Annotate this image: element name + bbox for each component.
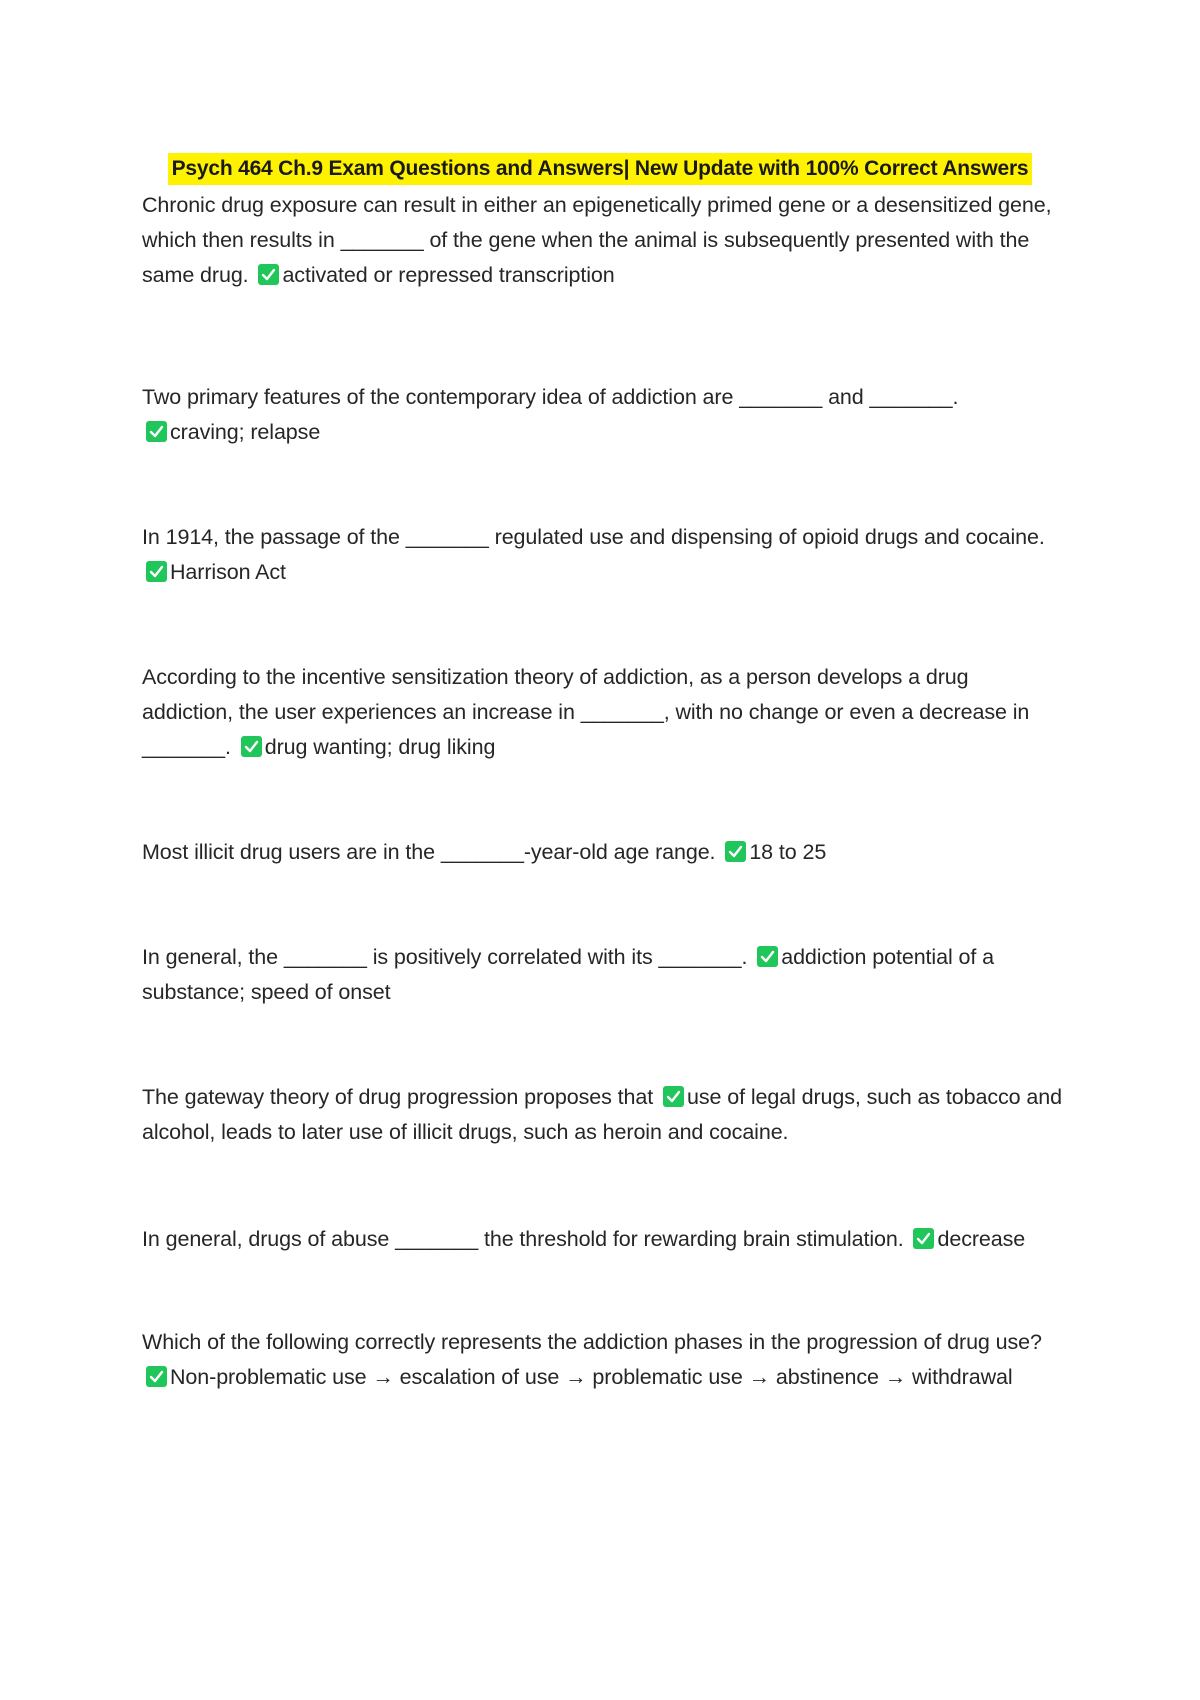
qa-item [142, 940, 1062, 1010]
answer-text: decrease [937, 1227, 1026, 1251]
question-text: In general, the _______ is positively correlated with its _______. [142, 945, 748, 969]
question-text: In 1914, the passage of the _______ regulated use and dispensing of opioid drugs and cocaine. [142, 525, 1045, 549]
question-text: The gateway theory of drug progression proposes that [142, 1085, 654, 1109]
answer-text: use of legal drugs, such as tobacco and alcohol, leads to later use of illicit drugs, such as heroin and cocaine. [142, 1085, 1062, 1144]
answer-text: drug wanting; drug liking [264, 735, 496, 759]
question-text: Most illicit drug users are in the _______-year-old age range. [142, 840, 716, 864]
check-box-icon [146, 421, 167, 442]
answer-text: Harrison Act [170, 560, 286, 584]
check-box-icon [725, 841, 746, 862]
document-title: Psych 464 Ch.9 Exam Questions and Answers| New Update with 100% Correct Answers [168, 153, 1033, 185]
check-box-icon [258, 264, 279, 285]
answer-text: 18 to 25 [749, 840, 827, 864]
title-wrap [0, 153, 1200, 185]
qa-item [142, 660, 1062, 765]
question-text: Which of the following correctly represents the addiction phases in the progression of drug use? [142, 1330, 1042, 1354]
answer-text: activated or repressed transcription [282, 263, 615, 287]
check-box-icon [913, 1228, 934, 1249]
check-box-icon [241, 736, 262, 757]
check-box-icon [757, 946, 778, 967]
check-box-icon [146, 1366, 167, 1387]
answer-text: craving; relapse [170, 420, 321, 444]
qa-item [142, 1222, 1062, 1257]
question-text: Two primary features of the contemporary idea of addiction are _______ and _______. [142, 385, 959, 409]
qa-item [142, 1080, 1062, 1150]
check-box-icon [146, 561, 167, 582]
question-text: Chronic drug exposure can result in either an epigenetically primed gene or a desensitized gene, which then results in _______ of the gene when the animal is subsequently presented with the same drug. [142, 193, 1052, 287]
qa-item [142, 380, 1062, 450]
check-box-icon [663, 1086, 684, 1107]
qa-item [142, 520, 1062, 590]
answer-text: Non-problematic use → escalation of use → problematic use → abstinence → withdrawal [170, 1365, 1013, 1389]
question-text: According to the incentive sensitization theory of addiction, as a person develops a drug addiction, the user experiences an increase in _______, with no change or even a decrease in _______. [142, 665, 1030, 759]
qa-item [142, 1325, 1062, 1395]
qa-item [142, 188, 1062, 293]
answer-text: addiction potential of a substance; speed of onset [142, 945, 994, 1004]
qa-item [142, 835, 1062, 870]
question-text: In general, drugs of abuse _______ the threshold for rewarding brain stimulation. [142, 1227, 904, 1251]
